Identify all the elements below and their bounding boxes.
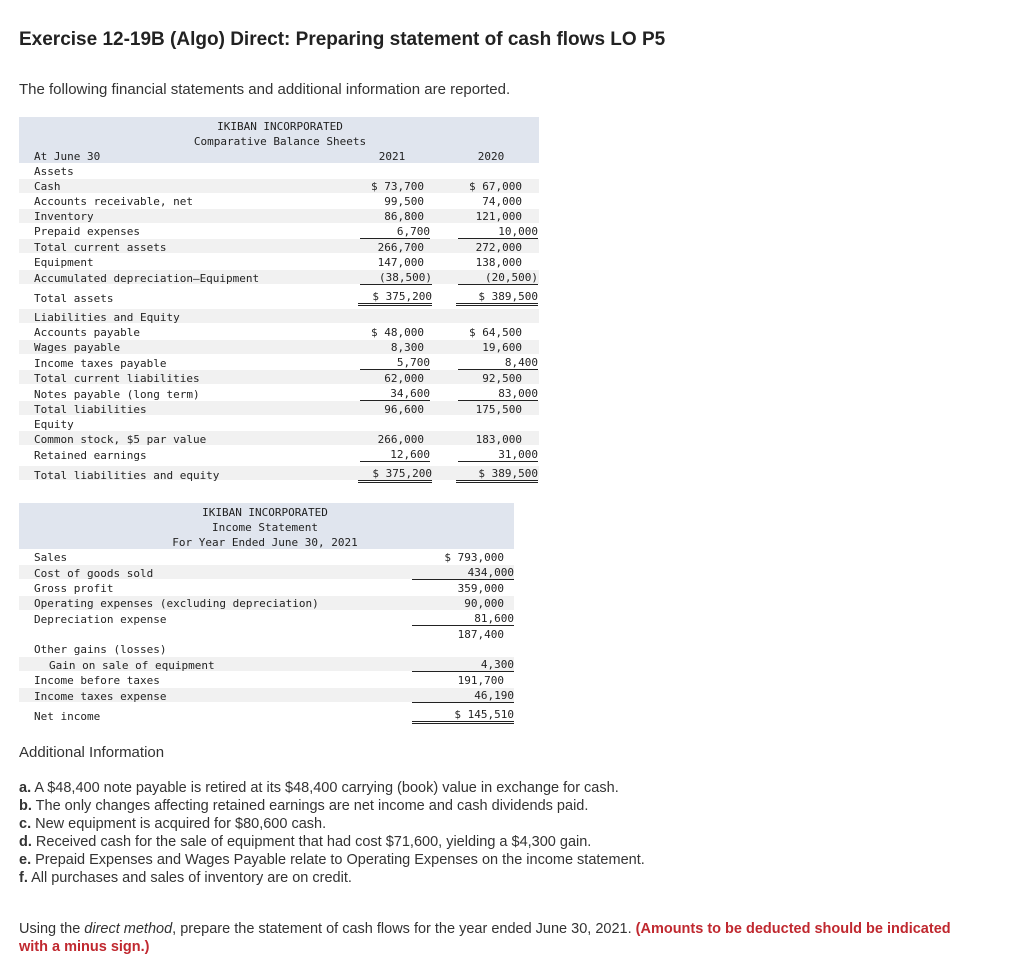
bs-row-label: Cash bbox=[34, 180, 61, 193]
bs-row-label: Total assets bbox=[34, 292, 114, 305]
bs-row-label: Notes payable (long term) bbox=[34, 388, 200, 401]
is-row-label: Other gains (losses) bbox=[34, 643, 167, 656]
bs-row-2020: 138,000 bbox=[475, 256, 522, 269]
bs-row-2021: 62,000 bbox=[384, 372, 424, 385]
bs-date-label: At June 30 bbox=[34, 150, 101, 163]
bs-row-label: Equipment bbox=[34, 256, 94, 269]
bs-col2-header: 2020 bbox=[477, 150, 505, 163]
list-item: e. Prepaid Expenses and Wages Payable relate to Operating Expenses on the income statement. bbox=[19, 852, 645, 868]
is-row-label: Gross profit bbox=[34, 582, 114, 595]
bs-row-label: Common stock, $5 par value bbox=[34, 433, 207, 446]
exercise-title: Exercise 12-19B (Algo) Direct: Preparing statement of cash flows LO P5 bbox=[19, 29, 666, 50]
is-row-label: Net income bbox=[34, 710, 101, 723]
bs-row-2020: 31,000 bbox=[458, 448, 538, 462]
bs-row-label: Accounts receivable, net bbox=[34, 195, 193, 208]
bs-row-label: Total liabilities bbox=[34, 403, 147, 416]
bs-row-2020: $ 64,500 bbox=[469, 326, 522, 339]
bs-row-2020: 121,000 bbox=[475, 210, 522, 223]
is-row-label: Sales bbox=[34, 551, 68, 564]
bs-row-label: Accounts payable bbox=[34, 326, 140, 339]
is-row-label: Income before taxes bbox=[34, 674, 160, 687]
bs-row-2021: 99,500 bbox=[384, 195, 424, 208]
is-row-value: 187,400 bbox=[457, 628, 504, 641]
bs-row-2020: $ 389,500 bbox=[456, 467, 538, 483]
is-row-label: Income taxes expense bbox=[34, 690, 167, 703]
bs-row-2020: 175,500 bbox=[475, 403, 522, 416]
bs-row-2021: 266,000 bbox=[377, 433, 424, 446]
bs-row-label: Wages payable bbox=[34, 341, 121, 354]
bs-row-2021: $ 375,200 bbox=[358, 467, 432, 483]
intro-text: The following financial statements and additional information are reported. bbox=[19, 81, 511, 98]
is-row-value: 4,300 bbox=[412, 658, 514, 672]
bs-row-2020: 19,600 bbox=[482, 341, 522, 354]
is-row-label: Depreciation expense bbox=[34, 613, 167, 626]
list-item: a. A $48,400 note payable is retired at its $48,400 carrying (book) value in exchange for cash. bbox=[19, 780, 619, 796]
bs-row-2021: 6,700 bbox=[360, 225, 430, 239]
bs-row-2020: 8,400 bbox=[458, 356, 538, 370]
bs-row-2021: $ 375,200 bbox=[358, 290, 432, 306]
is-row-label: Operating expenses (excluding depreciation) bbox=[34, 597, 319, 610]
bs-row-2021: 147,000 bbox=[377, 256, 424, 269]
bs-col1-header: 2021 bbox=[378, 150, 406, 163]
bs-company: IKIBAN INCORPORATED bbox=[217, 120, 343, 133]
bs-row-label: Equity bbox=[34, 418, 74, 431]
bs-row-label: Income taxes payable bbox=[34, 357, 167, 370]
bs-row-2021: $ 73,700 bbox=[371, 180, 424, 193]
bs-row-2020: 183,000 bbox=[475, 433, 522, 446]
is-row-value: 434,000 bbox=[412, 566, 514, 580]
bs-row-2020: $ 67,000 bbox=[469, 180, 522, 193]
is-row-value: 359,000 bbox=[457, 582, 504, 595]
is-row-value: $ 145,510 bbox=[412, 708, 514, 724]
bs-row-2021: (38,500) bbox=[360, 271, 432, 285]
bs-name: Comparative Balance Sheets bbox=[193, 135, 367, 148]
bs-row-label: Total current liabilities bbox=[34, 372, 200, 385]
is-row-label: Gain on sale of equipment bbox=[49, 659, 215, 672]
bs-row-2021: 34,600 bbox=[360, 387, 430, 401]
bs-row-label: Accumulated depreciation—Equipment bbox=[34, 272, 260, 285]
bs-row-2021: 8,300 bbox=[390, 341, 424, 354]
bs-row-2021: $ 48,000 bbox=[371, 326, 424, 339]
bs-row-2021: 266,700 bbox=[377, 241, 424, 254]
bs-row-2021: 5,700 bbox=[360, 356, 430, 370]
instructions: Using the direct method, prepare the statement of cash flows for the year ended June 30, 2021. (Amounts to be deducted should be indicated with a minus sign.) bbox=[19, 921, 951, 955]
is-row-value: $ 793,000 bbox=[444, 551, 504, 564]
is-row-value: 191,700 bbox=[457, 674, 504, 687]
bs-row-label: Assets bbox=[34, 165, 74, 178]
bs-row-2020: $ 389,500 bbox=[456, 290, 538, 306]
list-item: c. New equipment is acquired for $80,600 cash. bbox=[19, 816, 327, 832]
bs-row-2020: 83,000 bbox=[458, 387, 538, 401]
additional-info-title: Additional Information bbox=[19, 744, 165, 761]
bs-row-2021: 86,800 bbox=[384, 210, 424, 223]
bs-row-2020: 74,000 bbox=[482, 195, 522, 208]
bs-row-2020: 10,000 bbox=[458, 225, 538, 239]
is-company: IKIBAN INCORPORATED bbox=[202, 506, 328, 519]
list-item: b. The only changes affecting retained earnings are net income and cash dividends paid. bbox=[19, 798, 589, 814]
bs-row-2020: 272,000 bbox=[475, 241, 522, 254]
list-item: f. All purchases and sales of inventory are on credit. bbox=[19, 870, 352, 886]
bs-row-2020: (20,500) bbox=[458, 271, 538, 285]
bs-row-2021: 96,600 bbox=[384, 403, 424, 416]
bs-row-2020: 92,500 bbox=[482, 372, 522, 385]
is-row-value: 46,190 bbox=[412, 689, 514, 703]
bs-row-label: Retained earnings bbox=[34, 449, 147, 462]
is-row-value: 90,000 bbox=[464, 597, 504, 610]
bs-row-label: Prepaid expenses bbox=[34, 225, 140, 238]
bs-row-label: Inventory bbox=[34, 210, 94, 223]
is-row-value: 81,600 bbox=[412, 612, 514, 626]
minus-sign-note: (Amounts to be deducted should be indicated with a minus sign.) bbox=[19, 921, 951, 955]
bs-row-label: Liabilities and Equity bbox=[34, 311, 180, 324]
is-row-label: Cost of goods sold bbox=[34, 567, 154, 580]
is-name: Income Statement bbox=[212, 521, 318, 534]
bs-row-label: Total liabilities and equity bbox=[34, 469, 220, 482]
list-item: d. Received cash for the sale of equipment that had cost $71,600, yielding a $4,300 gain. bbox=[19, 834, 592, 850]
bs-row-label: Total current assets bbox=[34, 241, 167, 254]
bs-row-2021: 12,600 bbox=[360, 448, 430, 462]
additional-info-list bbox=[19, 779, 645, 887]
is-period: For Year Ended June 30, 2021 bbox=[172, 536, 358, 549]
